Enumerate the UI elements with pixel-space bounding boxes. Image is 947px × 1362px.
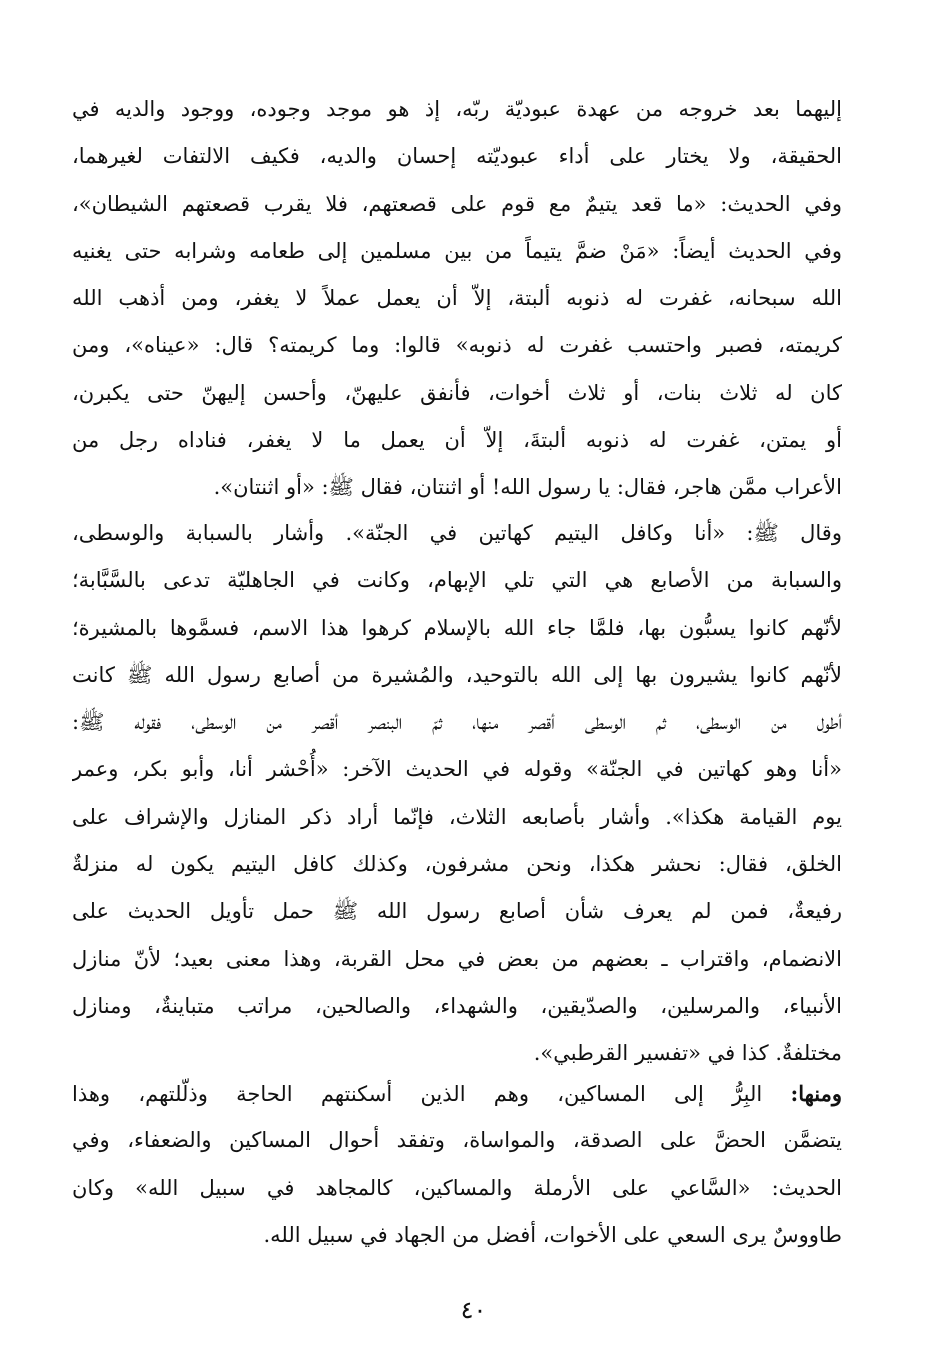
paragraph-1 <box>72 86 842 512</box>
text-line: الخلق، فقال: نحشر هكذا، ونحن مشرفون، وكذلك كافل اليتيم يكون له منزلةٌ <box>72 852 842 877</box>
text-line: لأنّهم كانوا يشيرون بها إلى الله بالتوحيد، والمُشيرة من أصابع رسول الله ﷺ كانت <box>72 662 842 687</box>
text-line: والسبابة من الأصابع هي التي تلي الإبهام، وكانت في الجاهليّة تدعى بالسَّبَّابة؛ <box>72 568 842 593</box>
paragraph-2 <box>72 510 842 1078</box>
text-line: يتضمَّن الحضَّ على الصدقة، والمواساة، وتفقد أحوال المساكين والضعفاء، وفي <box>72 1128 842 1153</box>
text-line: الحقيقة، ولا يختار على أداء عبوديّته إحسان والديه، فكيف الالتفات لغيرهما، <box>72 144 842 169</box>
text-line: وقال ﷺ: «أنا وكافل اليتيم كهاتين في الجنّة». وأشار بالسبابة والوسطى، <box>72 521 842 545</box>
page-number: ٤٠ <box>460 1296 487 1324</box>
text-line: «أنا وهو كهاتين في الجنّة» وقوله في الحديث الآخر: «أُحْشر أنا، وأبو بكر، وعمر <box>72 757 842 782</box>
text-line: يوم القيامة هكذا». وأشار بأصابعه الثلاث، فإنّما أراد ذكر المنازل والإشراف على <box>72 804 842 829</box>
text-line: كريمته، فصبر واحتسب غفرت له ذنوبه» قالوا: وما كريمته؟ قال: «عيناه»، ومن <box>72 333 842 358</box>
text-line: أطول من الوسطى، ثم الوسطى أقصر منها، ثمّ البنصر أقصر من الوسطى، فقوله ﷺ: <box>72 710 842 735</box>
text-line: وفي الحديث أيضاً: «مَنْ ضمَّ يتيماً من بين مسلمين إلى طعامه وشرابه حتى يغنيه <box>72 238 842 263</box>
text-span: البِرُّ إلى المساكين، وهم الذين أسكنتهم الحاجة وذلّلتهم، وهذا <box>72 1082 791 1106</box>
text-line: الأعراب ممَّن هاجر، فقال: يا رسول الله! أو اثنتان، فقال ﷺ: «أو اثنتان». <box>213 475 842 500</box>
text-line: الله سبحانه، غفرت له ذنوبه ألبتة، إلاّ أن يعمل عملاً لا يغفر، ومن أذهب الله <box>72 286 842 311</box>
text-line: مختلفةٌ. كذا في «تفسير القرطبي». <box>533 1041 842 1066</box>
text-line: طاووسٌ يرى السعي على الأخوات، أفضل من الجهاد في سبيل الله. <box>263 1222 842 1247</box>
text-line: رفيعةٌ، فمن لم يعرف شأن أصابع رسول الله ﷺ حمل تأويل الحديث على <box>72 899 842 924</box>
text-line: وفي الحديث: «ما قعد يتيمٌ مع قوم على قصعتهم، فلا يقرب قصعتهم الشيطان»، <box>72 191 842 216</box>
text-line: الحديث: «السَّاعي على الأرملة والمساكين، كالمجاهد في سبيل الله» وكان <box>72 1175 842 1200</box>
text-line: إليهما بعد خروجه من عهدة عبوديّة ربّه، إذ هو موجد وجوده، ووجود والديه في <box>72 97 842 121</box>
text-line: الانضمام، واقتراب ـ بعضهم من بعض في محل القربة، وهذا معنى بعيد؛ لأنّ منازل <box>72 946 842 971</box>
lead-word: ومنها: <box>790 1081 842 1106</box>
text-line: لأنّهم كانوا يسبُّون بها، فلمَّا جاء الله بالإسلام كرهوا هذا الاسم، فسمَّوها بالمشيرة؛ <box>72 615 842 640</box>
text-line: الأنبياء، والمرسلين، والصدّيقين، والشهداء، والصالحين، مراتب متباينةٌ، ومنازل <box>72 993 842 1018</box>
text-line <box>72 1070 842 1117</box>
text-line: أو يمتن، غفرت له ذنوبه ألبتةَ، إلاّ أن يعمل ما لا يغفر، فناداه رجل من <box>72 428 842 453</box>
text-line: كان له ثلاث بنات، أو ثلاث أخوات، فأنفق عليهنّ، وأحسن إليهنّ حتى يكبرن، <box>72 380 842 405</box>
paragraph-3 <box>72 1070 842 1259</box>
